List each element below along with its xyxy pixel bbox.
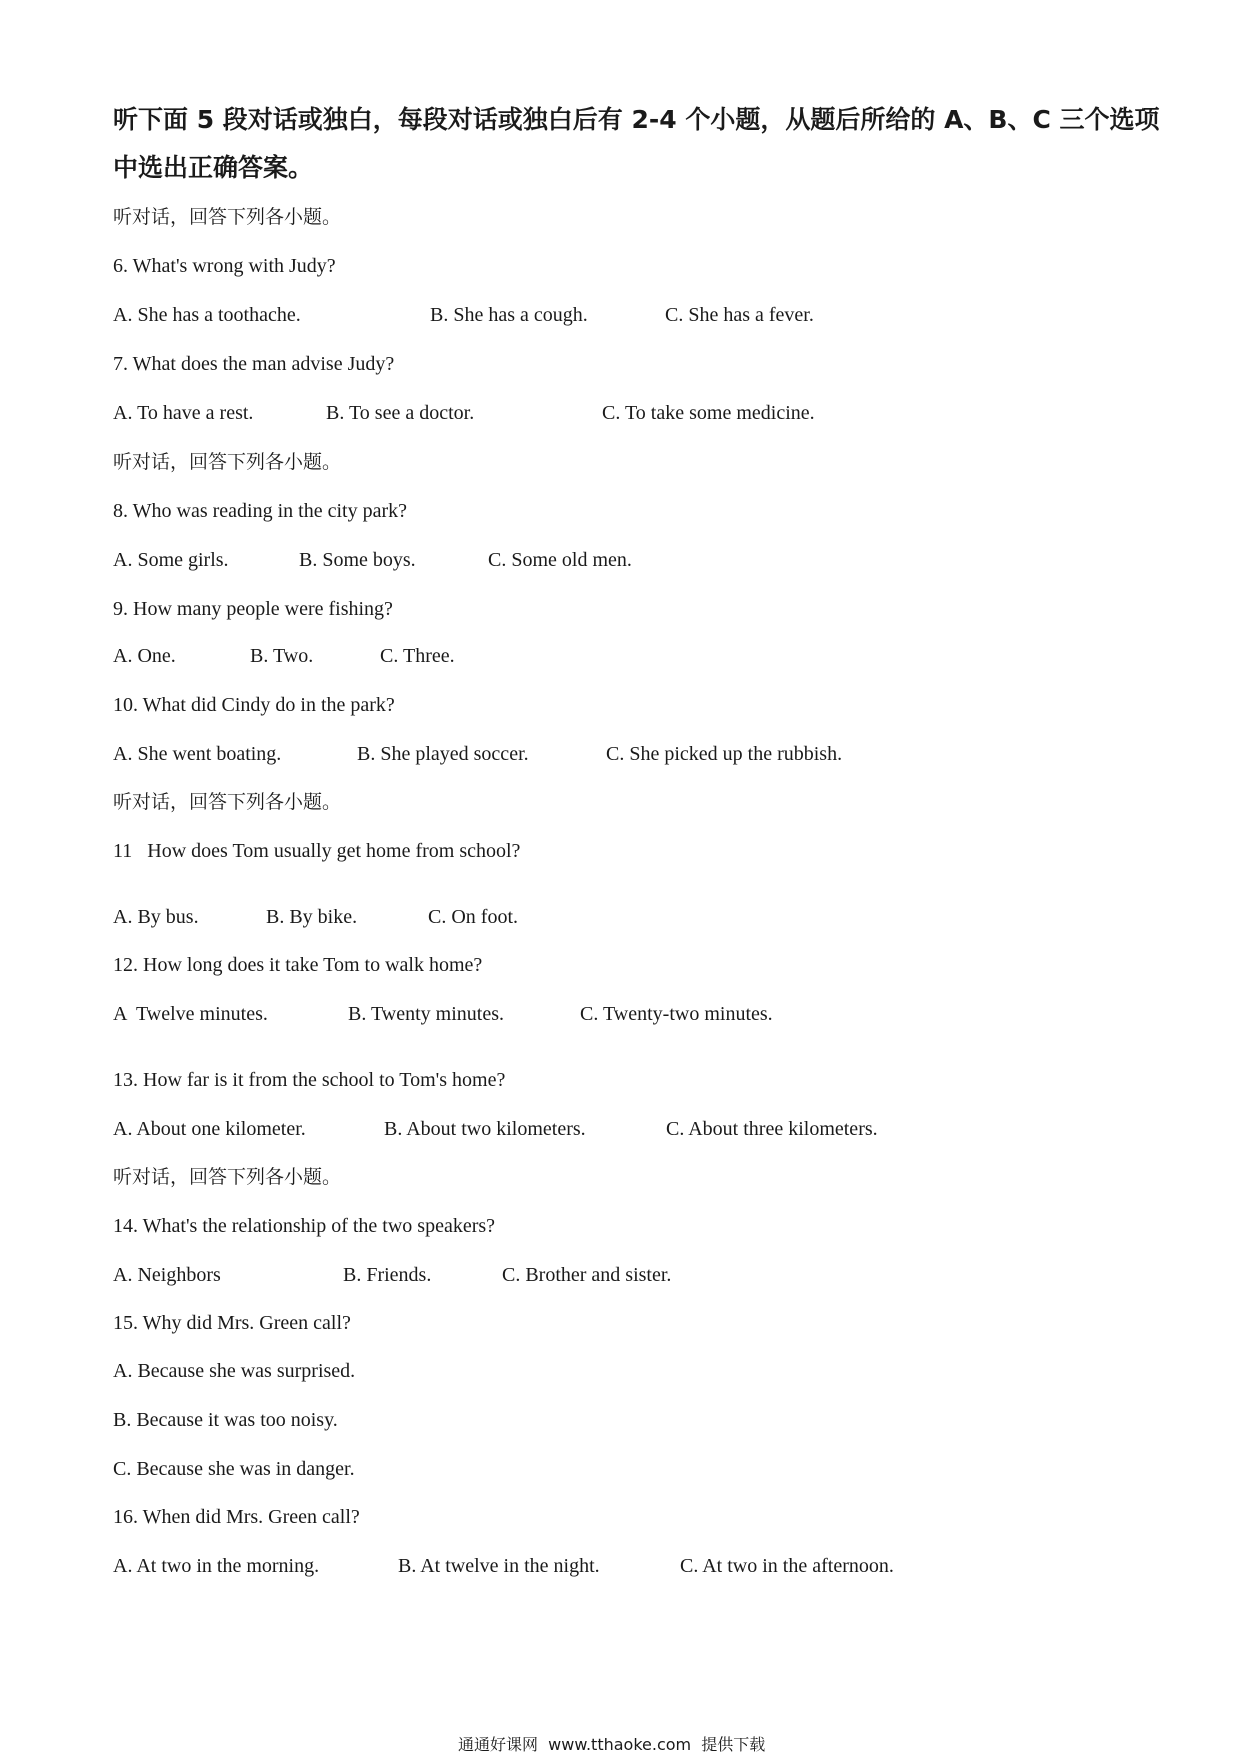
option-b: B. About two kilometers. xyxy=(384,1118,586,1140)
option-a: A. Some girls. xyxy=(113,549,229,571)
question-text: 15. Why did Mrs. Green call? xyxy=(113,1312,351,1334)
option-b: B. By bike. xyxy=(266,906,358,928)
option-c: C. Twenty-two minutes. xyxy=(580,1003,773,1025)
section-label: 听对话，回答下列各小题。 xyxy=(113,1166,342,1188)
option-b: B. She has a cough. xyxy=(430,304,588,326)
option-c: C. She has a fever. xyxy=(665,304,814,326)
option-a: A. One. xyxy=(113,645,176,667)
option-a: A. By bus. xyxy=(113,906,199,928)
question-text: 6. What's wrong with Judy? xyxy=(113,255,336,277)
option-b: B. She played soccer. xyxy=(357,743,529,765)
option-a: A. About one kilometer. xyxy=(113,1118,306,1140)
question-text: 11 How does Tom usually get home from school? xyxy=(113,840,521,862)
option-a: A. To have a rest. xyxy=(113,402,254,424)
option-c: C. About three kilometers. xyxy=(666,1118,878,1140)
question-text: 7. What does the man advise Judy? xyxy=(113,353,395,375)
option-c: C. On foot. xyxy=(428,906,518,928)
question-text: 9. How many people were fishing? xyxy=(113,598,393,620)
option-b: B. To see a doctor. xyxy=(326,402,475,424)
option-c: C. Brother and sister. xyxy=(502,1264,672,1286)
option-b: B. At twelve in the night. xyxy=(398,1555,600,1577)
option-c: C. At two in the afternoon. xyxy=(680,1555,894,1577)
option-c: C. Some old men. xyxy=(488,549,632,571)
option-a: A. Neighbors xyxy=(113,1264,221,1286)
heading-line-1: 听下面 5 段对话或独白，每段对话或独白后有 2-4 个小题，从题后所给的 A、B、C 三个选项 xyxy=(113,105,1160,134)
option-b: B. Because it was too noisy. xyxy=(113,1409,338,1431)
option-a: A. At two in the morning. xyxy=(113,1555,320,1577)
question-text: 8. Who was reading in the city park? xyxy=(113,500,407,522)
section-label: 听对话，回答下列各小题。 xyxy=(113,791,342,813)
heading-line-2: 中选出正确答案。 xyxy=(113,153,314,182)
question-text: 14. What's the relationship of the two speakers? xyxy=(113,1215,496,1237)
option-a: A. She has a toothache. xyxy=(113,304,301,326)
option-c: C. To take some medicine. xyxy=(602,402,815,424)
option-a: A. Because she was surprised. xyxy=(113,1360,356,1382)
option-c: C. Because she was in danger. xyxy=(113,1458,355,1480)
question-text: 12. How long does it take Tom to walk home? xyxy=(113,954,483,976)
option-a: A. She went boating. xyxy=(113,743,282,765)
option-a: A Twelve minutes. xyxy=(113,1003,268,1025)
question-text: 16. When did Mrs. Green call? xyxy=(113,1506,360,1528)
section-label: 听对话，回答下列各小题。 xyxy=(113,206,342,228)
option-b: B. Twenty minutes. xyxy=(348,1003,505,1025)
option-b: B. Two. xyxy=(250,645,314,667)
section-label: 听对话，回答下列各小题。 xyxy=(113,451,342,473)
footer-watermark: 通通好课网 www.tthaoke.com 提供下载 xyxy=(458,1735,766,1754)
option-b: B. Some boys. xyxy=(299,549,416,571)
option-c: C. Three. xyxy=(380,645,455,667)
option-c: C. She picked up the rubbish. xyxy=(606,743,843,765)
question-text: 10. What did Cindy do in the park? xyxy=(113,694,395,716)
question-text: 13. How far is it from the school to Tom's home? xyxy=(113,1069,506,1091)
option-b: B. Friends. xyxy=(343,1264,432,1286)
